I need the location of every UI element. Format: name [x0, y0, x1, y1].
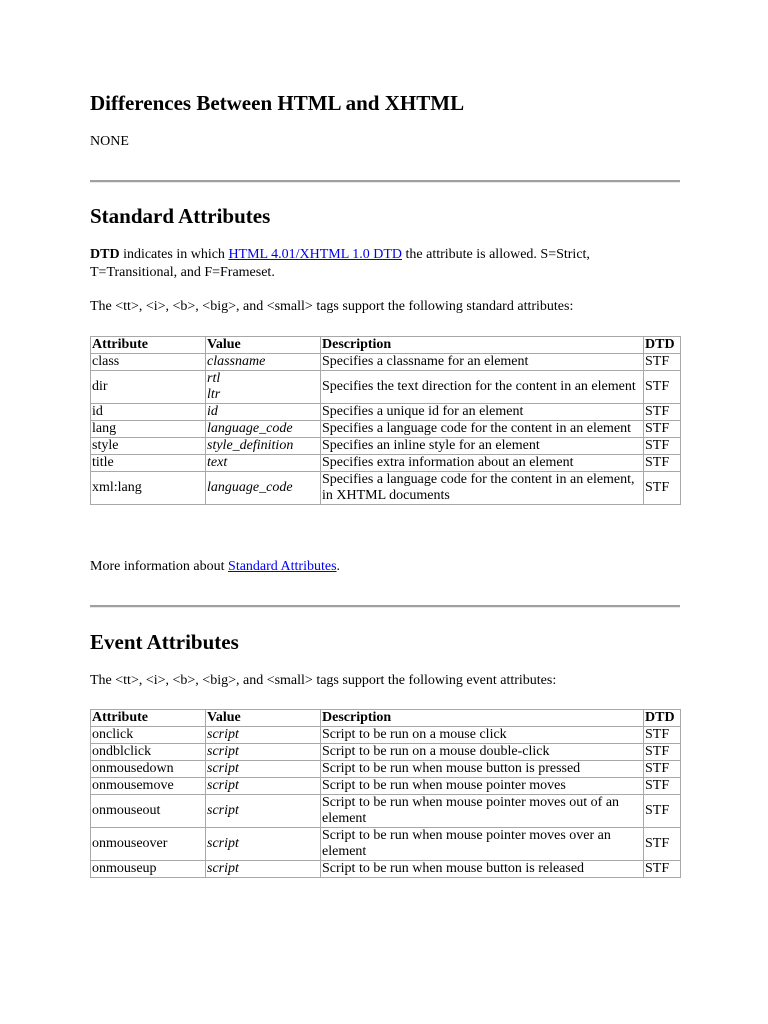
dtd-text-after: the attribute is allowed. S=Strict, T=Transitional, and F=Frameset. [90, 247, 590, 280]
table-row [91, 438, 681, 455]
cell-dtd: STF [644, 761, 681, 778]
dtd-text-before: indicates in which [119, 247, 229, 262]
section-divider-1 [90, 180, 680, 183]
cell-dtd: STF [644, 778, 681, 795]
cell-value: script [206, 744, 321, 761]
cell-attribute: lang [91, 421, 206, 438]
cell-attribute: onmousemove [91, 778, 206, 795]
column-header-description: Description [321, 710, 644, 727]
standard-attributes-table-wrapper [90, 336, 681, 505]
cell-description: Specifies extra information about an element [321, 455, 644, 472]
cell-description: Specifies a language code for the content in an element [321, 421, 644, 438]
cell-value: rtl ltr [206, 371, 321, 404]
cell-value: script [206, 861, 321, 878]
cell-description: Specifies a classname for an element [321, 354, 644, 371]
event-attributes-table-wrapper [90, 709, 681, 878]
event-intro: The <tt>, <i>, <b>, <big>, and <small> tags support the following event attributes: [90, 673, 557, 688]
table-row [91, 472, 681, 505]
column-header-description: Description [321, 337, 644, 354]
table-row [91, 761, 681, 778]
cell-value: classname [206, 354, 321, 371]
cell-description: Specifies a unique id for an element [321, 404, 644, 421]
cell-value: script [206, 795, 321, 828]
column-header-attribute: Attribute [91, 337, 206, 354]
cell-attribute: onmouseover [91, 828, 206, 861]
event-attributes-table [90, 709, 681, 878]
differences-body: NONE [90, 134, 129, 149]
cell-value: script [206, 761, 321, 778]
cell-attribute: title [91, 455, 206, 472]
cell-description: Script to be run when mouse button is released [321, 861, 644, 878]
standard-intro: The <tt>, <i>, <b>, <big>, and <small> tags support the following standard attributes: [90, 299, 574, 314]
cell-description: Script to be run when mouse button is pressed [321, 761, 644, 778]
cell-dtd: STF [644, 354, 681, 371]
cell-description: Script to be run when mouse pointer moves out of an element [321, 795, 644, 828]
standard-attributes-table [90, 336, 681, 505]
cell-attribute: onmouseout [91, 795, 206, 828]
cell-attribute: onclick [91, 727, 206, 744]
more-information [90, 558, 340, 576]
cell-description: Script to be run when mouse pointer moves over an element [321, 828, 644, 861]
cell-attribute: onmousedown [91, 761, 206, 778]
cell-dtd: STF [644, 795, 681, 828]
more-info-prefix: More information about [90, 559, 229, 574]
table-row [91, 421, 681, 438]
more-info-suffix: . [336, 559, 341, 574]
dtd-bold-label: DTD [90, 247, 120, 262]
table-row [91, 404, 681, 421]
column-header-dtd: DTD [644, 710, 681, 727]
cell-description: Specifies an inline style for an element [321, 438, 644, 455]
table-header-row [91, 710, 681, 727]
table-header-row [91, 337, 681, 354]
cell-dtd: STF [644, 438, 681, 455]
cell-attribute: dir [91, 371, 206, 404]
cell-attribute: ondblclick [91, 744, 206, 761]
cell-attribute: id [91, 404, 206, 421]
cell-description: Script to be run on a mouse double-click [321, 744, 644, 761]
cell-value: id [206, 404, 321, 421]
cell-value: language_code [206, 421, 321, 438]
event-attributes-heading: Event Attributes [90, 630, 239, 654]
cell-value: style_definition [206, 438, 321, 455]
cell-dtd: STF [644, 727, 681, 744]
cell-value: script [206, 778, 321, 795]
cell-dtd: STF [644, 404, 681, 421]
column-header-value: Value [206, 337, 321, 354]
table-row [91, 778, 681, 795]
cell-attribute: style [91, 438, 206, 455]
table-row [91, 828, 681, 861]
cell-value: language_code [206, 472, 321, 505]
cell-attribute: onmouseup [91, 861, 206, 878]
cell-value: script [206, 828, 321, 861]
cell-dtd: STF [644, 861, 681, 878]
cell-description: Script to be run when mouse pointer moves [321, 778, 644, 795]
cell-description: Specifies the text direction for the content in an element [321, 371, 644, 404]
standard-attributes-link[interactable]: Standard Attributes [228, 559, 337, 574]
table-row [91, 795, 681, 828]
cell-value: text [206, 455, 321, 472]
cell-dtd: STF [644, 744, 681, 761]
table-row [91, 727, 681, 744]
table-row [91, 861, 681, 878]
column-header-dtd: DTD [644, 337, 681, 354]
differences-heading: Differences Between HTML and XHTML [90, 91, 465, 115]
cell-dtd: STF [644, 472, 681, 505]
dtd-link[interactable]: HTML 4.01/XHTML 1.0 DTD [228, 247, 402, 262]
section-divider-2 [90, 605, 680, 608]
dtd-explanation [90, 246, 680, 282]
standard-attributes-heading: Standard Attributes [90, 204, 271, 228]
table-row [91, 354, 681, 371]
table-row [91, 455, 681, 472]
cell-dtd: STF [644, 421, 681, 438]
cell-description: Script to be run on a mouse click [321, 727, 644, 744]
cell-attribute: xml:lang [91, 472, 206, 505]
cell-description: Specifies a language code for the content in an element, in XHTML documents [321, 472, 644, 505]
cell-attribute: class [91, 354, 206, 371]
table-row [91, 371, 681, 404]
cell-value: script [206, 727, 321, 744]
column-header-attribute: Attribute [91, 710, 206, 727]
cell-dtd: STF [644, 828, 681, 861]
table-row [91, 744, 681, 761]
cell-dtd: STF [644, 371, 681, 404]
cell-dtd: STF [644, 455, 681, 472]
column-header-value: Value [206, 710, 321, 727]
